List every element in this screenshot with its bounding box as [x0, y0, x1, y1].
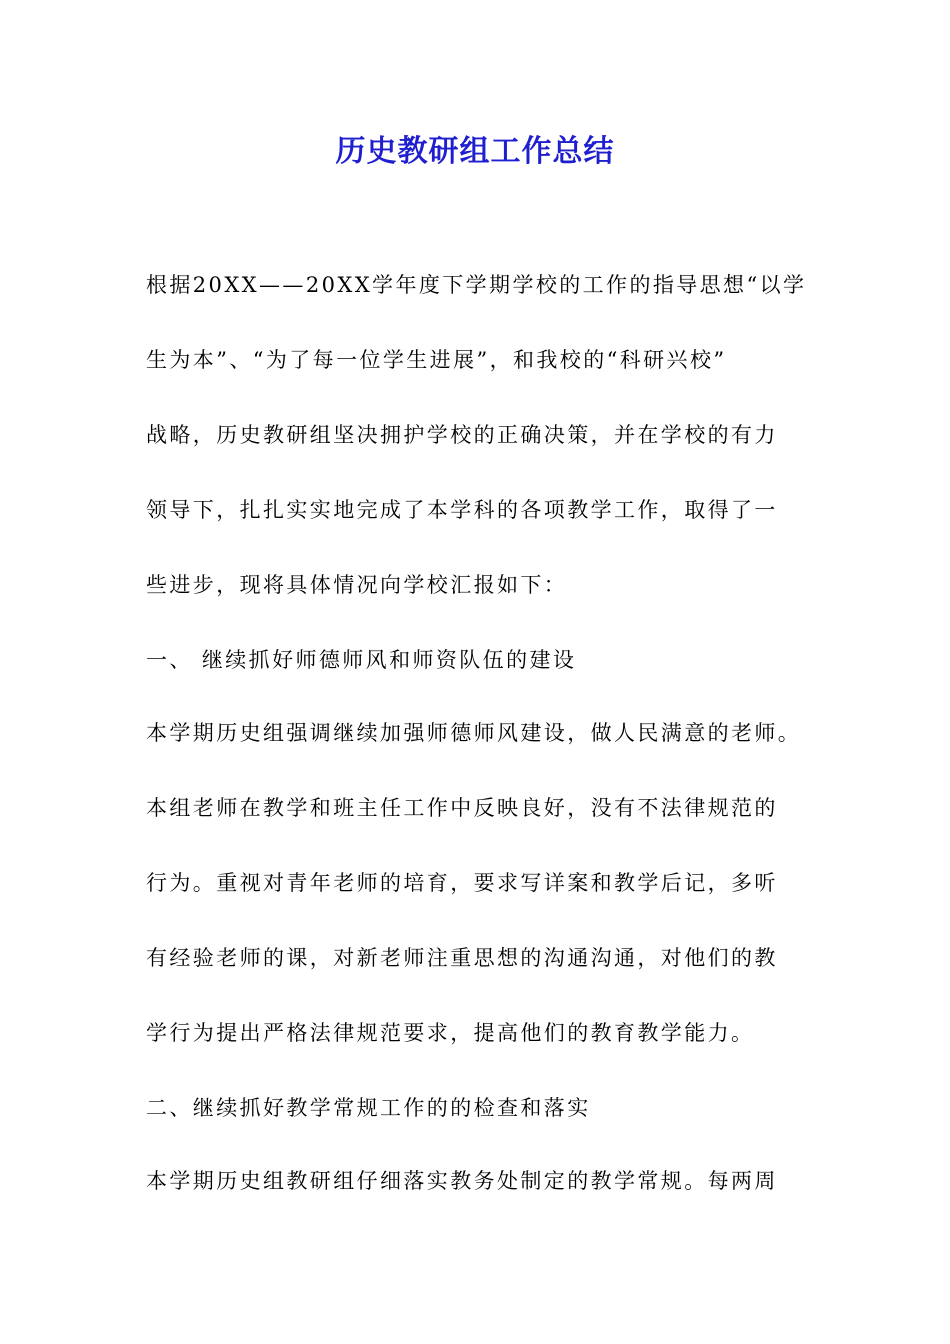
text-line-4: 领导下，扎扎实实地完成了本学科的各项教学工作，取得了一 [146, 498, 778, 522]
text-line-13: 本学期历史组教研组仔细落实教务处制定的教学常规。每两周 [146, 1169, 778, 1193]
text-line-2: 生为本”、“为了每一位学生进展”，和我校的“科研兴校” [146, 348, 727, 372]
text-line-8: 本组老师在教学和班主任工作中反映良好，没有不法律规范的 [146, 796, 778, 820]
section-heading-1: 一、 继续抓好师德师风和师资队伍的建设 [146, 648, 577, 672]
text-line-1: 根据20XX——20XX学年度下学期学校的工作的指导思想“以学 [146, 273, 807, 297]
text-line-3: 战略，历史教研组坚决拥护学校的正确决策，并在学校的有力 [146, 423, 778, 447]
document-title: 历史教研组工作总结 [335, 134, 615, 169]
section-heading-2: 二、继续抓好教学常规工作的的检查和落实 [146, 1096, 591, 1120]
text-line-11: 学行为提出严格法律规范要求，提高他们的教育教学能力。 [146, 1021, 755, 1045]
text-line-7: 本学期历史组强调继续加强师德师风建设，做人民满意的老师。 [146, 721, 802, 745]
text-line-10: 有经验老师的课，对新老师注重思想的沟通沟通，对他们的教 [146, 946, 778, 970]
text-line-5: 些进步，现将具体情况向学校汇报如下： [146, 573, 568, 597]
text-line-9: 行为。重视对青年老师的培育，要求写详案和教学后记，多听 [146, 871, 778, 895]
